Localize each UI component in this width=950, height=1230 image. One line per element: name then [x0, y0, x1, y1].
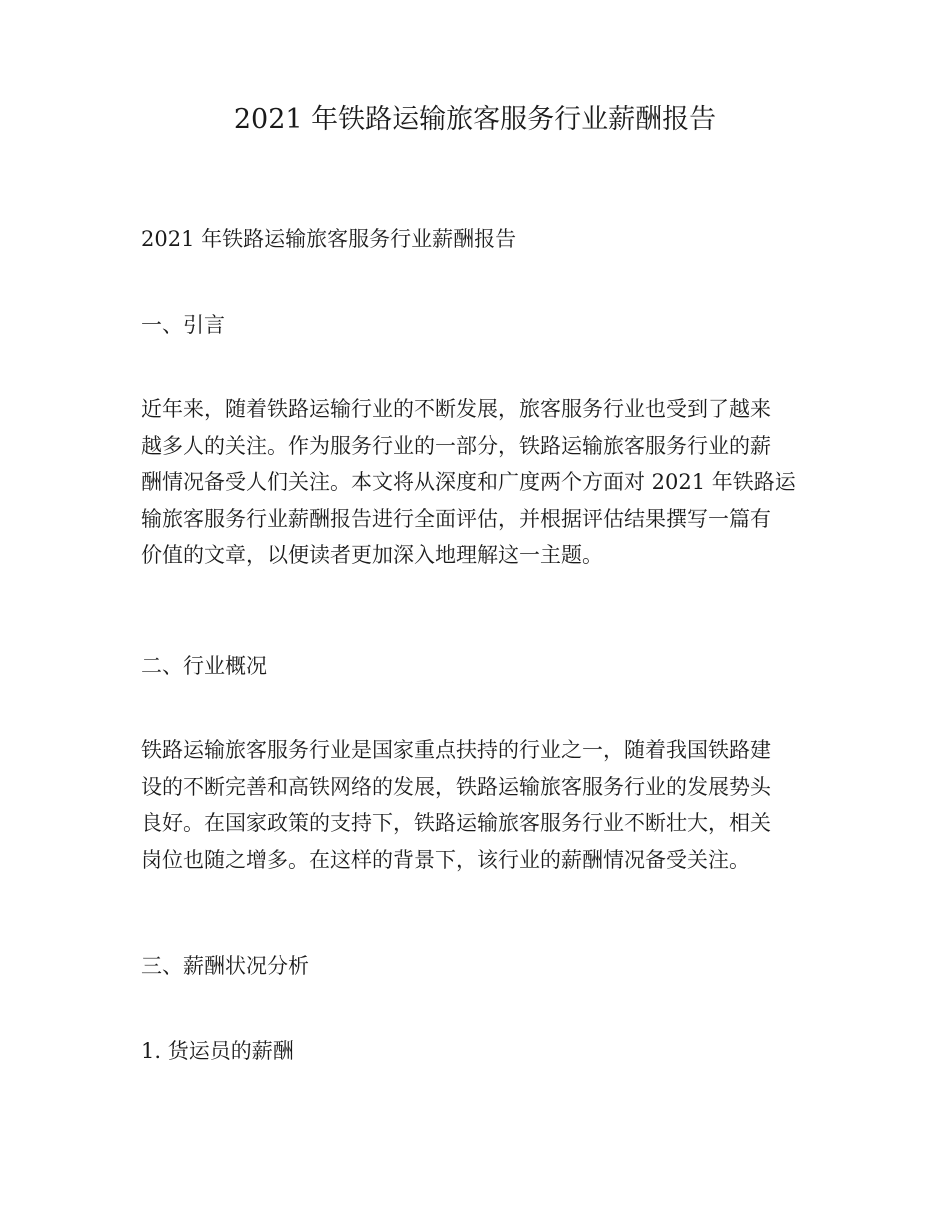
paragraph-line: 输旅客服务行业薪酬报告进行全面评估，并根据评估结果撰写一篇有: [141, 506, 771, 531]
paragraph-line: 酬情况备受人们关注。本文将从深度和广度两个方面对 2021 年铁路运: [141, 470, 796, 494]
paragraph-line: 价值的文章，以便读者更加深入地理解这一主题。: [141, 543, 603, 567]
document-title: 2021 年铁路运输旅客服务行业薪酬报告: [233, 104, 717, 135]
paragraph-introduction: [141, 391, 821, 574]
paragraph-line: 近年来，随着铁路运输行业的不断发展，旅客服务行业也受到了越来: [141, 397, 771, 421]
paragraph-line: 越多人的关注。作为服务行业的一部分，铁路运输旅客服务行业的薪: [141, 433, 771, 458]
paragraph-line: 设的不断完善和高铁网络的发展，铁路运输旅客服务行业的发展势头: [141, 774, 771, 799]
paragraph-line: 良好。在国家政策的支持下，铁路运输旅客服务行业不断壮大，相关: [141, 811, 771, 835]
document-subtitle: 2021 年铁路运输旅客服务行业薪酬报告: [141, 227, 517, 251]
section-heading-salary-analysis: 三、薪酬状况分析: [141, 954, 309, 978]
paragraph-line: 铁路运输旅客服务行业是国家重点扶持的行业之一，随着我国铁路建: [141, 738, 771, 762]
paragraph-industry-overview: [141, 732, 821, 878]
section-heading-introduction: 一、引言: [141, 313, 225, 337]
subsection-heading-freight-staff-salary: 1. 货运员的薪酬: [141, 1039, 294, 1063]
paragraph-line: 岗位也随之增多。在这样的背景下，该行业的薪酬情况备受关注。: [141, 847, 750, 872]
section-heading-industry-overview: 二、行业概况: [141, 654, 267, 678]
